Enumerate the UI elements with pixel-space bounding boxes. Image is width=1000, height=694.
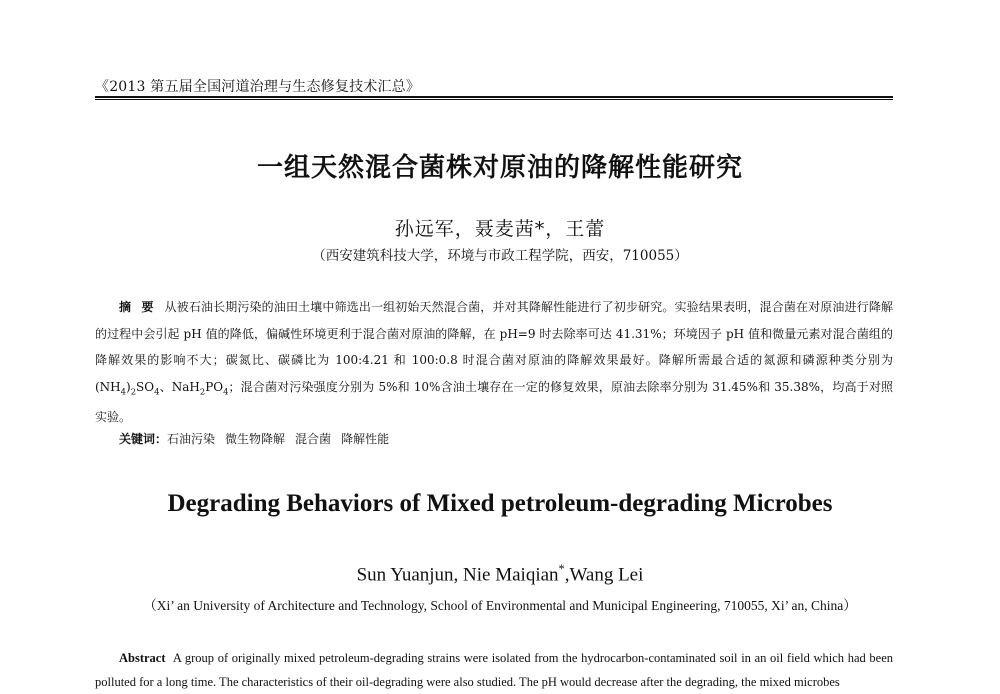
keyword: 石油污染 <box>167 432 216 446</box>
english-affiliation: （Xi’ an University of Architecture and Technology, School of Environmental and Municipal Engineering, 710055, Xi’ an, China） <box>143 598 857 613</box>
chinese-abstract-text: 、NaH <box>159 379 200 394</box>
chinese-abstract-text: ) <box>126 379 131 394</box>
subscript: 4 <box>154 385 160 396</box>
english-authors-names: ,Wang Lei <box>564 564 644 586</box>
chinese-abstract-text: SO <box>136 379 155 394</box>
subscript: 2 <box>199 385 206 396</box>
english-authors <box>0 562 1000 586</box>
english-abstract-text: A group of originally mixed petroleum-degrading strains were isolated from the hydrocarbon-contaminated soil in an oil field which had been polluted for a long time. The characteristics of their oil-degrading were also studied. The pH would decrease after the degrading, the mixed microbes <box>95 651 894 689</box>
chinese-abstract-text: PO <box>205 379 224 394</box>
subscript: 4 <box>120 385 126 396</box>
keywords-label: 关键词： <box>119 432 168 446</box>
chinese-abstract-label: 摘 要 <box>119 300 157 314</box>
subscript: 4 <box>223 385 229 396</box>
keyword: 降解性能 <box>341 432 390 446</box>
running-header: 《2013 第五届全国河道治理与生态修复技术汇总》 <box>95 79 421 95</box>
chinese-abstract-text: 从被石油长期污染的油田土壤中筛选出一组初始天然混合菌，并对其降解性能进行了初步研究。实验结果表明，混合菌在对原油进行降解的过程中会引起 pH 值的降低，偏碱性环境更利于混合菌对原油的降解，在 pH=9 时去除率可达 41.31%；环境因子 pH 值和微量元素对混合菌组的降解效果的影响不大；碳氮比、碳磷比为 100:4.21 和 100:0.8 时混合菌对原油的降解效果最好。降解所需最合适的氮源和磷源种类分别为(NH <box>95 300 893 394</box>
english-title: Degrading Behaviors of Mixed petroleum-degrading Microbes <box>167 490 833 517</box>
chinese-abstract <box>95 294 893 431</box>
header-rule-thin <box>95 99 893 100</box>
keyword: 混合菌 <box>295 432 332 446</box>
chinese-authors: 孙远军，聂麦茜*，王蕾 <box>394 218 606 240</box>
header-rule-thick <box>95 96 893 98</box>
english-abstract-label: Abstract <box>119 651 166 665</box>
chinese-keywords <box>119 430 399 447</box>
chinese-affiliation: （西安建筑科技大学，环境与市政工程学院，西安，710055） <box>312 248 688 264</box>
chinese-abstract-text: ；混合菌对污染强度分别为 5%和 10%含油土壤存在一定的修复效果，原油去除率分别为 31.45%和 35.38%，均高于对照实验。 <box>95 379 893 425</box>
chinese-title: 一组天然混合菌株对原油的降解性能研究 <box>256 153 743 183</box>
corresponding-author-mark: * <box>558 562 565 576</box>
english-authors-names: Sun Yuanjun, Nie Maiqian <box>356 564 559 586</box>
english-abstract <box>95 646 893 694</box>
subscript: 2 <box>130 385 137 396</box>
keyword: 微生物降解 <box>225 432 286 446</box>
